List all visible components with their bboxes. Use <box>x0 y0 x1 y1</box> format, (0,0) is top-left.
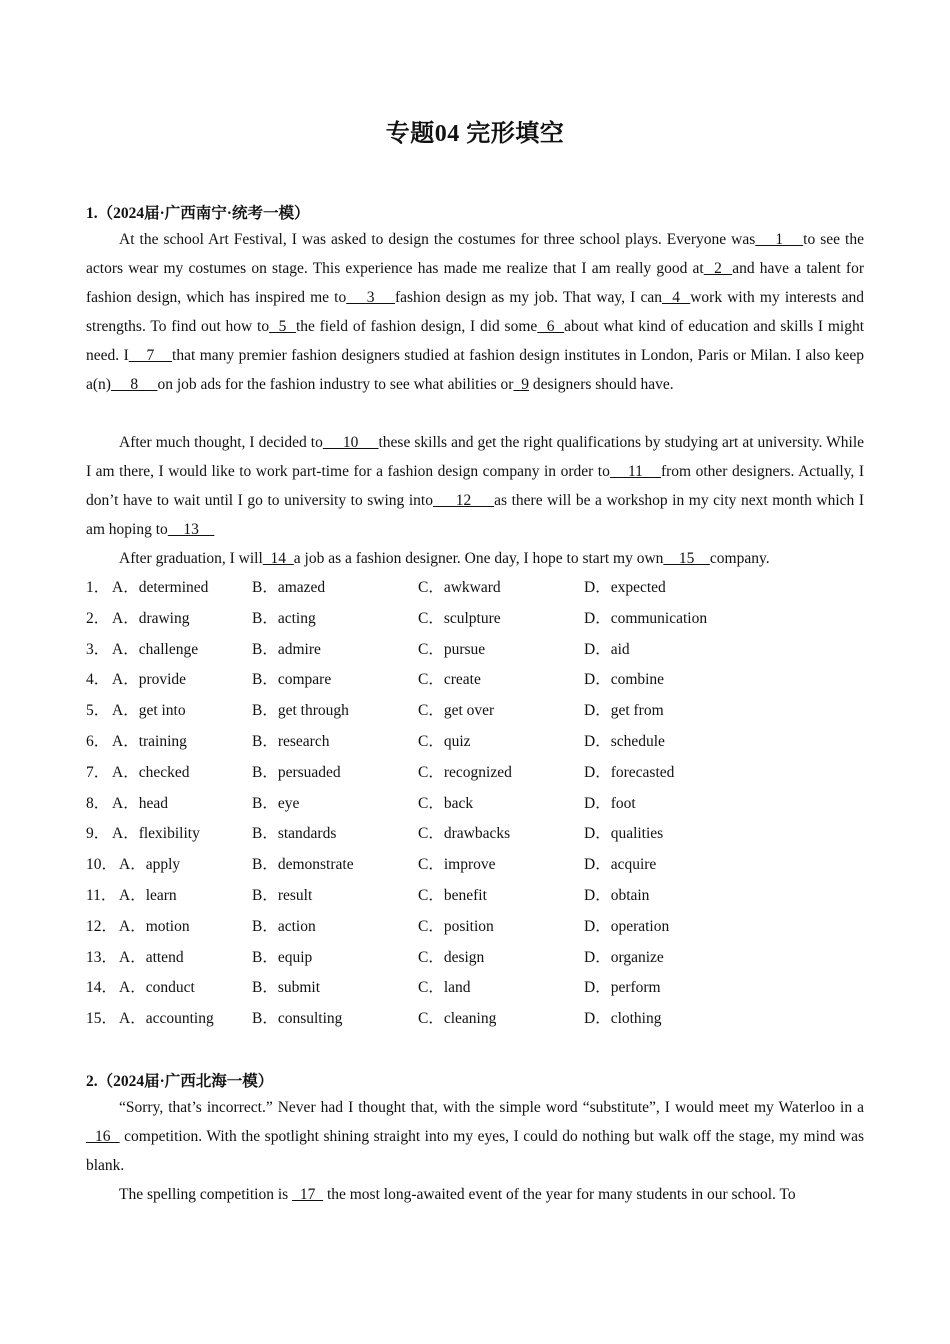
option-row: 14． A．conduct B．submit C．land D．perform <box>86 973 864 1004</box>
option-b[interactable]: B．standards <box>252 825 337 843</box>
blank-14: 14 <box>262 550 294 567</box>
option-d[interactable]: D．obtain <box>584 886 650 904</box>
blank-8: 8 <box>110 376 158 393</box>
option-c[interactable]: C．quiz <box>418 732 471 750</box>
option-b[interactable]: B．consulting <box>252 1010 343 1028</box>
option-a[interactable]: A．drawing <box>112 609 190 627</box>
option-c[interactable]: C．recognized <box>418 763 512 781</box>
option-row: 7． A．checked B．persuaded C．recognized D．forecasted <box>86 758 864 789</box>
option-a[interactable]: A．conduct <box>119 979 195 997</box>
option-c[interactable]: C．create <box>418 671 481 689</box>
option-d[interactable]: D．perform <box>584 979 661 997</box>
option-b[interactable]: B．equip <box>252 948 313 966</box>
option-a[interactable]: A．head <box>112 794 168 812</box>
blank-10: 10 <box>322 434 379 451</box>
option-a[interactable]: A．learn <box>119 886 177 904</box>
option-a[interactable]: A．checked <box>112 763 190 781</box>
blank-16: 16 <box>86 1128 120 1145</box>
option-row: 15． A．accounting B．consulting C．cleaning D．clothing <box>86 1004 864 1035</box>
option-b[interactable]: B．acting <box>252 609 316 627</box>
option-d[interactable]: D．expected <box>584 579 666 596</box>
option-row: 13． A．attend B．equip C．design D．organize <box>86 943 864 974</box>
option-b[interactable]: B．action <box>252 917 316 935</box>
option-a[interactable]: A．attend <box>119 948 184 966</box>
blank-17: 17 <box>292 1186 324 1203</box>
option-row: 8． A．head B．eye C．back D．foot <box>86 789 864 820</box>
option-row: 12． A．motion B．action C．position D．operation <box>86 912 864 943</box>
blank-1: 1 <box>755 231 804 248</box>
question-2-paragraph-1: “Sorry, that’s incorrect.” Never had I thought that, with the simple word “substitute”, I would meet my Waterloo in a 16 competition. With the spotlight shining straight into my eyes, I could do nothing but walk off the stage, my mind was blank. <box>86 1099 865 1174</box>
option-c[interactable]: C．improve <box>418 856 496 874</box>
option-row: 4． A．provide B．compare C．create D．combine <box>86 665 864 696</box>
option-d[interactable]: D．foot <box>584 794 636 812</box>
option-a[interactable]: A．challenge <box>112 640 199 658</box>
blank-4: 4 <box>661 289 691 306</box>
option-d[interactable]: D．qualities <box>584 825 664 843</box>
option-b[interactable]: B．persuaded <box>252 763 341 781</box>
option-a[interactable]: A．accounting <box>119 1010 214 1028</box>
option-row: 5． A．get into B．get through C．get over D．get from <box>86 696 864 727</box>
option-d[interactable]: D．communication <box>584 609 708 627</box>
option-c[interactable]: C．drawbacks <box>418 825 511 843</box>
blank-9: 9 <box>513 376 529 393</box>
question-2-paragraph-2: The spelling competition is 17 the most long-awaited event of the year for many students in our school. To <box>119 1186 796 1203</box>
blank-3: 3 <box>346 289 395 306</box>
question-1-paragraph-2: After much thought, I decided to 10 these skills and get the right qualifications by studying art at university. While I am there, I would like to work part-time for a fashion design company in order to 11 from other designers. Actually, I don’t have to wait until I go to university to swing into 12 as there will be a workshop in my city next month which I am hoping to 13 <box>86 434 865 538</box>
blank-2: 2 <box>703 260 733 277</box>
option-c[interactable]: C．land <box>418 979 471 997</box>
option-row: 6． A．training B．research C．quiz D．schedule <box>86 727 864 758</box>
option-row: 1． A．determined B．amazed C．awkward D．expected <box>86 573 864 604</box>
option-c[interactable]: C．pursue <box>418 640 486 658</box>
option-d[interactable]: D．aid <box>584 640 630 658</box>
option-b[interactable]: B．admire <box>252 640 321 658</box>
blank-12: 12 <box>432 492 495 509</box>
blank-5: 5 <box>269 318 296 335</box>
option-a[interactable]: A．provide <box>112 671 187 689</box>
blank-15: 15 <box>663 550 710 567</box>
option-c[interactable]: C．sculpture <box>418 609 501 627</box>
question-1-paragraph-1: At the school Art Festival, I was asked to design the costumes for three school plays. Everyone was 1 to see the actors wear my costumes on stage. This experience has made me realize that I am really good at 2 and have a talent for fashion design, which has inspired me to 3 fashion design as my job. That way, I can 4 work with my interests and strengths. To find out how to 5 the field of fashion design, I did some 6 about what kind of education and skills I might need. I 7 that many premier fashion designers studied at fashion design institutes in London, Paris or Milan. I also keep a(n) 8 on job ads for the fashion industry to see what abilities or 9 designers should have. <box>86 231 865 393</box>
option-d[interactable]: D．organize <box>584 948 664 966</box>
option-d[interactable]: D．clothing <box>584 1010 662 1028</box>
blank-11: 11 <box>609 463 661 480</box>
page-title: 专题04 完形填空 <box>385 121 565 147</box>
option-a[interactable]: A．motion <box>119 917 190 935</box>
option-b[interactable]: B．research <box>252 732 330 750</box>
question-1-paragraph-3: After graduation, I will 14 a job as a fashion designer. One day, I hope to start my own 15 company. <box>119 550 770 567</box>
option-c[interactable]: C．awkward <box>418 579 501 596</box>
option-b[interactable]: B．get through <box>252 702 349 720</box>
option-d[interactable]: D．schedule <box>584 732 665 750</box>
question-1-options <box>86 573 864 1035</box>
option-row: 3． A．challenge B．admire C．pursue D．aid <box>86 635 864 666</box>
option-b[interactable]: B．amazed <box>252 579 326 596</box>
option-d[interactable]: D．get from <box>584 702 664 720</box>
option-a[interactable]: A．flexibility <box>112 825 200 843</box>
option-row: 9． A．flexibility B．standards C．drawbacks D．qualities <box>86 819 864 850</box>
option-d[interactable]: D．operation <box>584 917 670 935</box>
option-d[interactable]: D．acquire <box>584 856 657 874</box>
option-b[interactable]: B．compare <box>252 671 332 689</box>
option-c[interactable]: C．design <box>418 948 485 966</box>
option-row: 10． A．apply B．demonstrate C．improve D．acquire <box>86 850 864 881</box>
question-1-heading: 1.（2024届·广西南宁·统考一模） <box>86 205 310 222</box>
option-b[interactable]: B．result <box>252 886 313 904</box>
option-a[interactable]: A．get into <box>112 702 186 720</box>
option-row: 11． A．learn B．result C．benefit D．obtain <box>86 881 864 912</box>
option-c[interactable]: C．benefit <box>418 886 487 904</box>
option-c[interactable]: C．get over <box>418 702 495 720</box>
option-d[interactable]: D．forecasted <box>584 763 675 781</box>
option-b[interactable]: B．demonstrate <box>252 856 354 874</box>
option-a[interactable]: A．training <box>112 732 187 750</box>
blank-6: 6 <box>537 318 565 335</box>
option-b[interactable]: B．eye <box>252 794 300 812</box>
option-a[interactable]: A．determined <box>112 579 209 596</box>
option-c[interactable]: C．position <box>418 917 494 935</box>
blank-7: 7 <box>128 347 173 364</box>
option-row: 2． A．drawing B．acting C．sculpture D．communication <box>86 604 864 635</box>
option-c[interactable]: C．cleaning <box>418 1010 497 1028</box>
option-b[interactable]: B．submit <box>252 979 321 997</box>
option-a[interactable]: A．apply <box>119 856 181 874</box>
question-2-heading: 2.（2024届·广西北海一模） <box>86 1073 274 1090</box>
blank-13: 13 <box>167 521 215 538</box>
option-c[interactable]: C．back <box>418 794 474 812</box>
option-d[interactable]: D．combine <box>584 671 665 689</box>
